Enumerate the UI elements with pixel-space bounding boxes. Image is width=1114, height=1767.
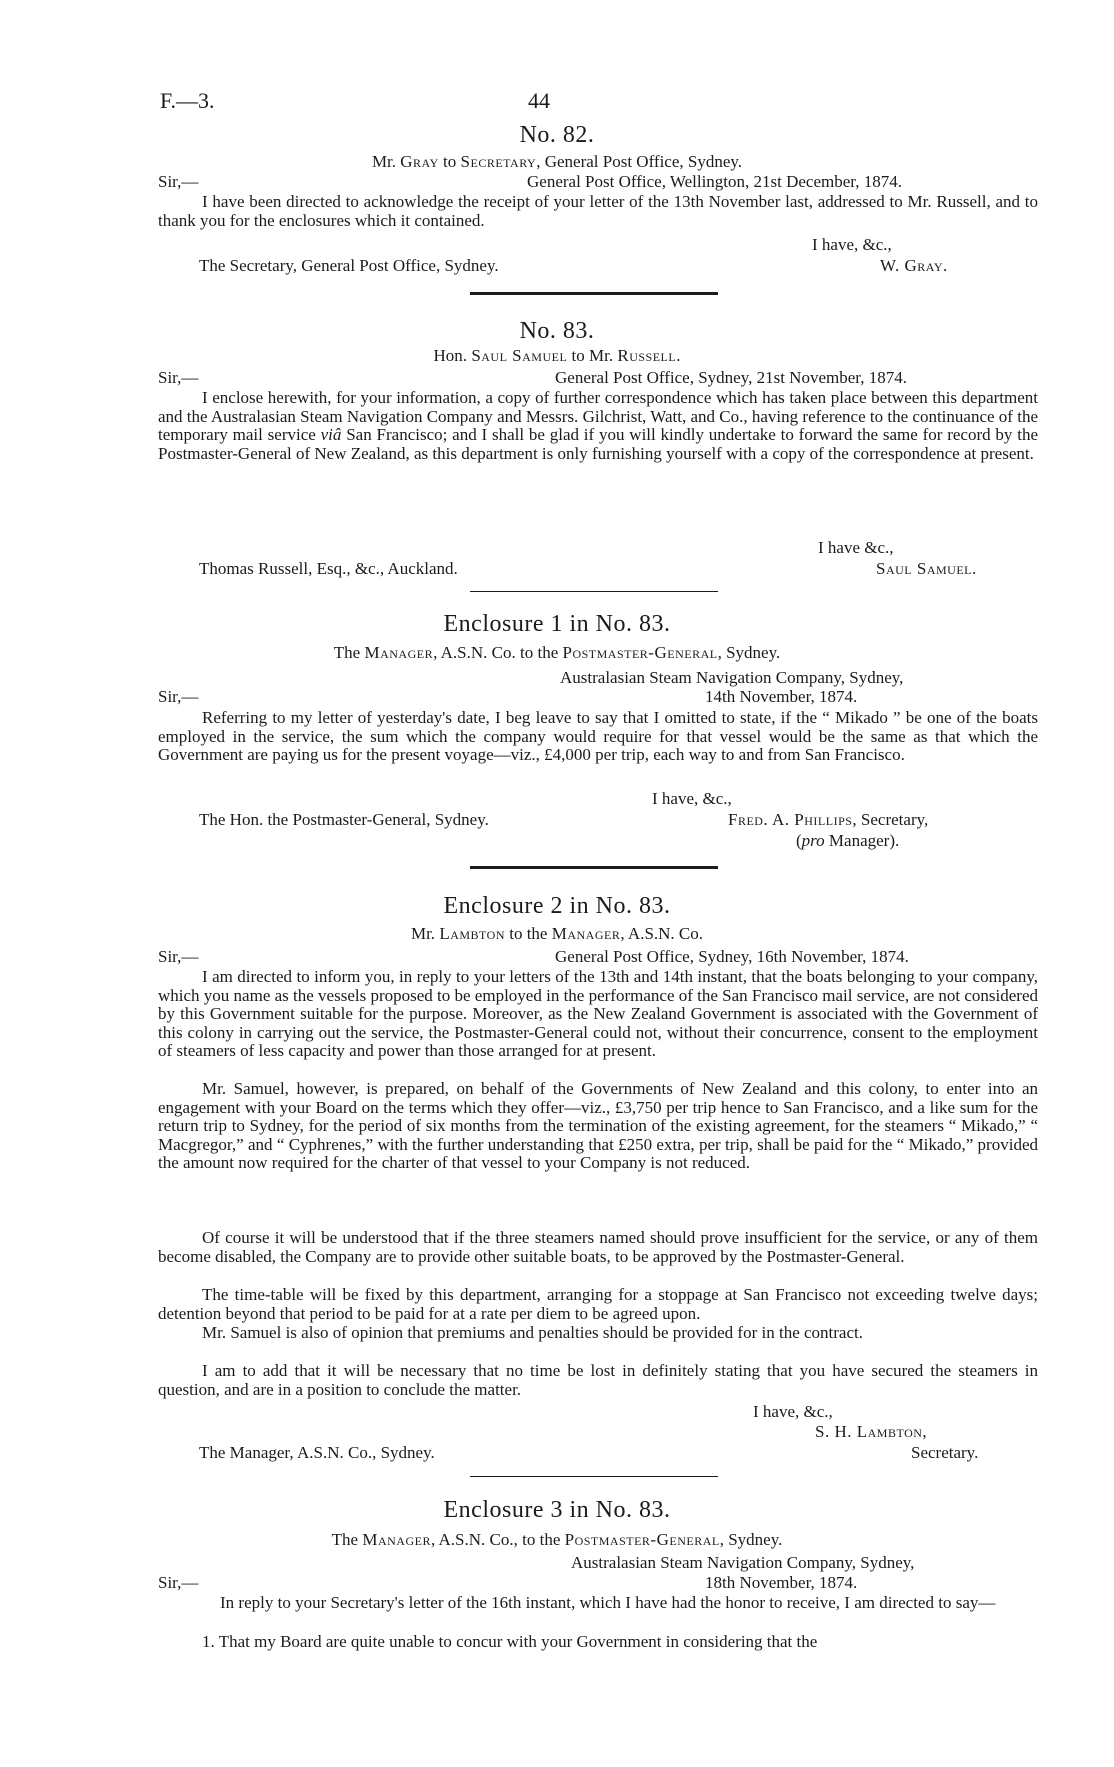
- enclosure-1-body: Referring to my letter of yesterday's date, I beg leave to say that I omitted to state, if the “ Mikado ” be one of the boats employed in the service, the sum which the company would require for that vessel would be the same as that which the Government are paying us for the present voyage—viz., £4,000 per trip, each way to and from San Francisco.: [158, 708, 1038, 764]
- enclosure-2-signature: S. H. Lambton,: [815, 1422, 928, 1441]
- enclosure-1-salutation: Sir,—: [158, 687, 199, 706]
- section-divider: [470, 866, 718, 869]
- enclosure-2-paragraph-1: I am directed to inform you, in reply to your letters of the 13th and 14th instant, that the boats belonging to your company, which you name as the vessels proposed to be employed in the performance of the San Francisco mail service, are not considered by this Government suitable for the purpose. Moreover, as the New Zealand Government is associated with the Government of this colony in carrying out the service, the Postmaster-General could not, without their concurrence, consent to the employment of steamers of less capacity and power than those arranged for at present.: [158, 967, 1038, 1060]
- section-83-salutation: Sir,—: [158, 368, 199, 387]
- enclosure-2-paragraph-6: I am to add that it will be necessary that no time be lost in definitely stating that you have secured the steamers in question, and are in a position to conclude the matter.: [158, 1361, 1038, 1399]
- enclosure-1-subtitle: The Manager, A.S.N. Co. to the Postmaster-General, Sydney.: [333, 643, 781, 662]
- enclosure-3-place: Australasian Steam Navigation Company, Sydney,: [571, 1553, 915, 1572]
- enclosure-3-salutation: Sir,—: [158, 1573, 199, 1592]
- enclosure-3-title: Enclosure 3 in No. 83.: [443, 1497, 671, 1523]
- section-83-place-date: General Post Office, Sydney, 21st November, 1874.: [555, 368, 908, 387]
- section-divider: [470, 1476, 718, 1477]
- enclosure-2-addressee: The Manager, A.S.N. Co., Sydney.: [199, 1443, 435, 1462]
- section-82-closing: I have, &c.,: [812, 235, 892, 254]
- enclosure-2-paragraph-3: Of course it will be understood that if the three steamers named should prove insufficient for the service, or any of them become disabled, the Company are to provide other suitable boats, to be approved by the Postmaster-General.: [158, 1228, 1038, 1266]
- enclosure-2-subtitle: Mr. Lambton to the Manager, A.S.N. Co.: [410, 924, 704, 943]
- section-82-salutation: Sir,—: [158, 172, 199, 191]
- section-83-subtitle: Hon. Saul Samuel to Mr. Russell.: [433, 346, 681, 365]
- section-divider: [470, 292, 718, 295]
- section-82-place-date: General Post Office, Wellington, 21st December, 1874.: [527, 172, 903, 191]
- document-ref: F.—3.: [160, 88, 215, 113]
- section-82-subtitle: Mr. Gray to Secretary, General Post Office, Sydney.: [371, 152, 743, 171]
- enclosure-1-date: 14th November, 1874.: [705, 687, 858, 706]
- enclosure-1-title: Enclosure 1 in No. 83.: [443, 611, 671, 637]
- section-82-body: I have been directed to acknowledge the receipt of your letter of the 13th November last, addressed to Mr. Russell, and to thank you for the enclosures which it contained.: [158, 192, 1038, 230]
- section-83-addressee: Thomas Russell, Esq., &c., Auckland.: [199, 559, 458, 578]
- section-82-addressee: The Secretary, General Post Office, Sydney.: [199, 256, 499, 275]
- enclosure-1-signature: Fred. A. Phillips, Secretary,: [728, 810, 929, 829]
- enclosure-2-signature-title: Secretary.: [911, 1443, 979, 1462]
- enclosure-3-paragraph-1: In reply to your Secretary's letter of the 16th instant, which I have had the honor to receive, I am directed to say—: [220, 1593, 996, 1612]
- enclosure-1-addressee: The Hon. the Postmaster-General, Sydney.: [199, 810, 489, 829]
- section-83-closing: I have &c.,: [818, 538, 894, 557]
- enclosure-3-paragraph-2: 1. That my Board are quite unable to concur with your Government in considering that the: [202, 1632, 818, 1651]
- enclosure-1-closing: I have, &c.,: [652, 789, 732, 808]
- section-83-signature: Saul Samuel.: [876, 559, 977, 578]
- enclosure-2-place-date: General Post Office, Sydney, 16th November, 1874.: [555, 947, 909, 966]
- enclosure-2-salutation: Sir,—: [158, 947, 199, 966]
- section-divider: [470, 591, 718, 592]
- section-82-signature: W. Gray.: [880, 256, 948, 275]
- enclosure-2-paragraph-4: The time-table will be fixed by this department, arranging for a stoppage at San Francisco not exceeding twelve days; detention beyond that period to be paid for at a rate per diem to be agreed upon.: [158, 1285, 1038, 1323]
- enclosure-2-paragraph-5: Mr. Samuel is also of opinion that premiums and penalties should be provided for in the contract.: [202, 1323, 863, 1342]
- section-83-title: No. 83.: [519, 318, 595, 344]
- enclosure-2-paragraph-2: Mr. Samuel, however, is prepared, on behalf of the Governments of New Zealand and this colony, to enter into an engagement with your Board on the terms which they offer—viz., £3,750 per trip hence to San Francisco, and a like sum for the return trip to Sydney, for the period of six months from the termination of the existing agreement, for the steamers “ Mikado,” “ Macgregor,” and “ Cyphrenes,” with the further understanding that £250 extra, per trip, shall be paid for the “ Mikado,” provided the amount now required for the charter of that vessel to your Company is not reduced.: [158, 1079, 1038, 1172]
- section-83-body: I enclose herewith, for your information, a copy of further correspondence which has taken place between this department and the Australasian Steam Navigation Company and Messrs. Gilchrist, Watt, and Co., having reference to the continuance of the temporary mail service viâ San Francisco; and I shall be glad if you will kindly undertake to forward the same for record by the Postmaster-General of New Zealand, as this department is only furnishing yourself with a copy of the correspondence at present.: [158, 388, 1038, 463]
- enclosure-1-place: Australasian Steam Navigation Company, Sydney,: [560, 668, 904, 687]
- enclosure-2-closing: I have, &c.,: [753, 1402, 833, 1421]
- section-82-title: No. 82.: [519, 122, 595, 148]
- page-number: 44: [528, 88, 550, 113]
- enclosure-2-title: Enclosure 2 in No. 83.: [443, 893, 671, 919]
- enclosure-3-date: 18th November, 1874.: [705, 1573, 858, 1592]
- enclosure-3-subtitle: The Manager, A.S.N. Co., to the Postmaster-General, Sydney.: [331, 1530, 783, 1549]
- enclosure-1-signature-role: (pro Manager).: [796, 831, 900, 850]
